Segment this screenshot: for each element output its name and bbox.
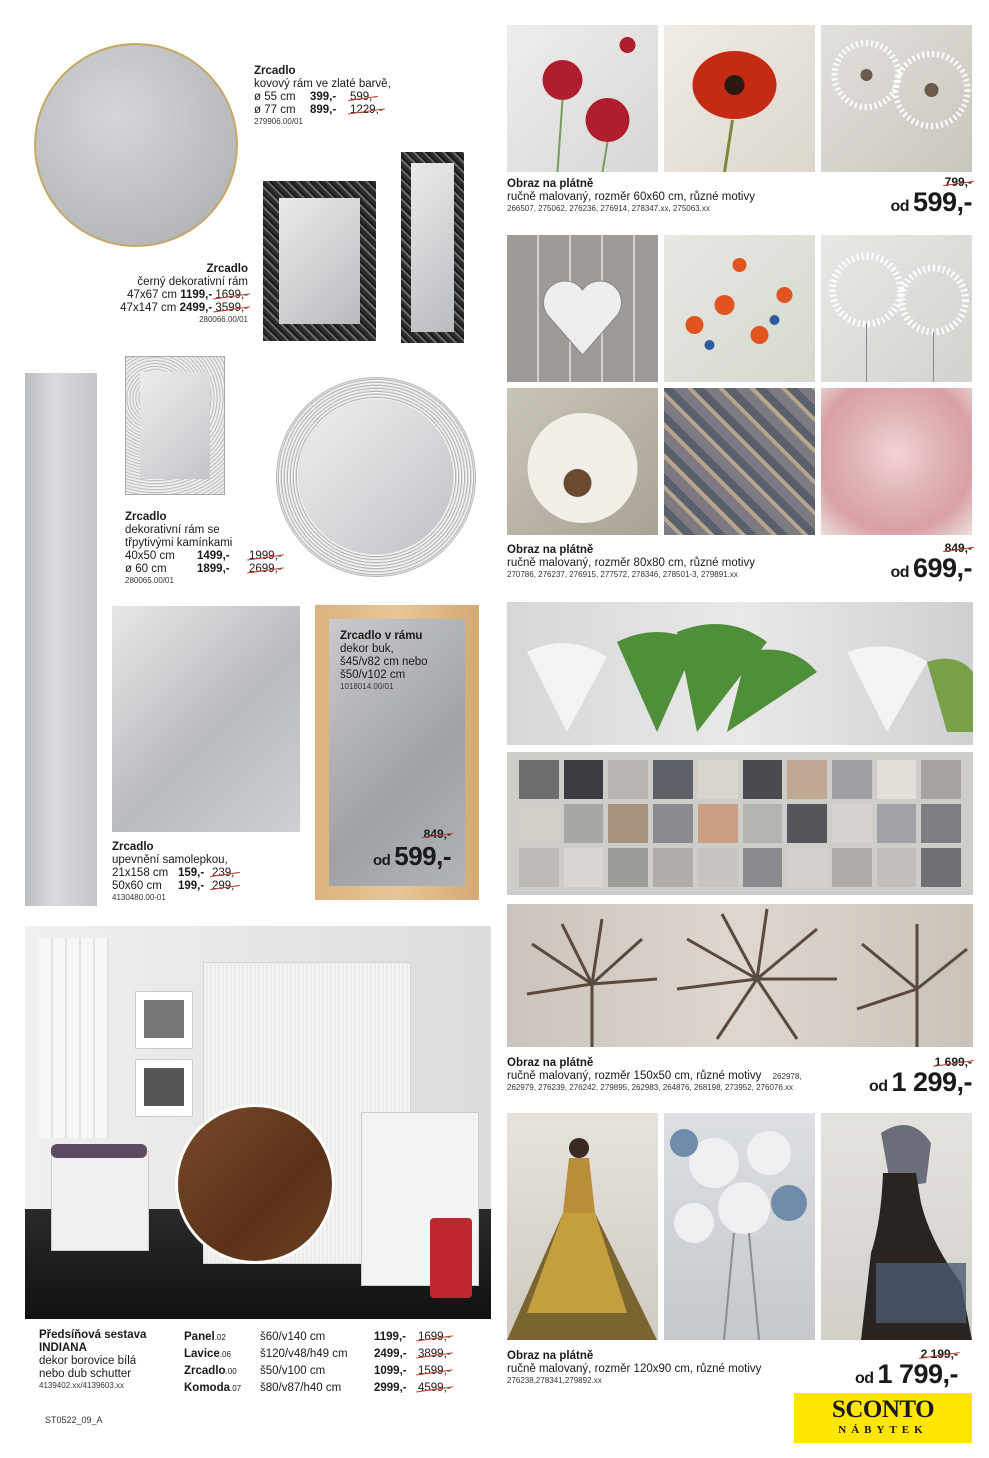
mirror1-size-1: ø 55 cm (254, 91, 296, 103)
logo-line1: SCONTO (831, 1396, 935, 1423)
paint3-codes1: 262978, (772, 1072, 802, 1081)
mirror5-text (340, 630, 460, 692)
indiana-text (39, 1329, 179, 1391)
indiana-item-name: Komoda (184, 1382, 230, 1394)
paint2-price: 699,- (912, 553, 972, 583)
painting-dandelions-silver (821, 235, 972, 382)
painting-red-poppy-orange (664, 25, 815, 172)
mirror3-size-2: ø 60 cm (125, 563, 167, 575)
indiana-item-num: .02 (214, 1333, 226, 1342)
indiana-item-old-price: 3899,- (418, 1346, 451, 1363)
mirror1-price-2: 899,- (310, 104, 337, 116)
indiana-item-dim: š80/v87/h40 cm (260, 1382, 342, 1394)
mirror5-old-price: 849,- (423, 827, 451, 841)
painting-dandelions-grey (821, 25, 972, 172)
sparkle-frame-mirror-rect (125, 356, 225, 495)
indiana-item-row (184, 1363, 474, 1380)
indiana-desc1: dekor borovice bílá (39, 1355, 137, 1367)
mirror3-price-2: 1899,- (197, 563, 230, 575)
mirror3-old-price-1: 1999,- (249, 550, 282, 562)
mirror3-desc1: dekorativní rám se (125, 524, 220, 536)
mirror2-desc: černý dekorativní rám (137, 276, 248, 288)
paint4-price: 1 799,- (877, 1359, 958, 1389)
paint2-od: od (890, 564, 909, 581)
indiana-item-name: Lavice (184, 1348, 220, 1360)
paint1-desc: ručně malovaný, rozměr 60x60 cm, různé motivy (507, 191, 755, 203)
indiana-item-num: .07 (230, 1384, 242, 1393)
painting-dry-palm-leaves (507, 904, 973, 1047)
mirror4-title: Zrcadlo (112, 841, 154, 853)
indiana-item-price: 1199,- (374, 1331, 406, 1343)
indiana-item-dim: š120/v48/h49 cm (260, 1348, 348, 1360)
painting-red-poppies-white (507, 25, 658, 172)
paint3-old-price: 1 699,- (934, 1055, 972, 1069)
paint2-codes: 270786, 276237, 276915, 277572, 278346, 278501-3, 279891.xx (507, 570, 738, 579)
mirror4-old-price-1: 239,- (212, 867, 239, 879)
paint3-text (507, 1057, 837, 1093)
painting-small-hearts (664, 388, 815, 535)
mirror4-text (112, 841, 282, 903)
indiana-item-name: Panel (184, 1331, 215, 1343)
painting-african-woman (821, 1113, 972, 1340)
mirror3-size-1: 40x50 cm (125, 550, 175, 562)
indiana-item-name: Zrcadlo (184, 1365, 226, 1377)
mirror2-code: 280066.00/01 (199, 315, 248, 324)
mirror1-old-price-1: 599,- (350, 91, 377, 103)
painting-white-poppy (507, 388, 658, 535)
paint4-title: Obraz na plátně (507, 1350, 594, 1362)
indiana-item-num: .00 (225, 1367, 237, 1376)
mirror4-price-2: 199,- (178, 880, 205, 892)
indiana-item-row (184, 1380, 474, 1397)
indiana-items-table (184, 1329, 474, 1397)
mirror4-code: 4130480.00-01 (112, 893, 166, 902)
indiana-item-row (184, 1329, 474, 1346)
paint3-price-block (830, 1056, 972, 1098)
mirror1-title: Zrcadlo (254, 65, 296, 77)
paint1-price-block (840, 176, 972, 218)
sconto-logo (794, 1393, 972, 1443)
paint1-codes: 266507, 275062, 276236, 276914, 278347.xx, 275063.xx (507, 204, 710, 213)
indiana-item-old-price: 1599,- (418, 1363, 451, 1380)
mirror5-price: 599,- (394, 841, 451, 871)
indiana-title1: Předsíňová sestava (39, 1329, 147, 1341)
mirror3-old-price-2: 2699,- (249, 563, 282, 575)
indiana-room-photo (25, 926, 491, 1319)
mirror3-price-1: 1499,- (197, 550, 230, 562)
indiana-item-dim: š60/v140 cm (260, 1331, 326, 1343)
paint4-od: od (854, 1370, 874, 1387)
paint4-price-block (820, 1348, 958, 1390)
paint3-od: od (868, 1078, 888, 1095)
mirror2-text (80, 263, 248, 325)
mirror1-price-1: 399,- (310, 91, 337, 103)
black-frame-mirror-large (263, 181, 376, 341)
indiana-title2: INDIANA (39, 1342, 87, 1354)
mirror2-old-price-1: 1699,- (215, 289, 248, 301)
footer-code: ST0522_09_A (45, 1415, 103, 1425)
mirror2-size-2: 47x147 cm (120, 302, 177, 314)
mirror5-price-block (335, 828, 451, 872)
paint3-price: 1 299,- (891, 1067, 972, 1097)
mirror3-desc2: třpytivými kamínkami (125, 537, 233, 549)
indiana-item-price: 1099,- (374, 1365, 407, 1377)
mirror1-size-2: ø 77 cm (254, 104, 296, 116)
mirror4-desc: upevnění samolepkou, (112, 854, 228, 866)
paint4-old-price: 2 199,- (920, 1347, 958, 1361)
mirror3-text (125, 511, 295, 586)
logo-line2: NÁBYTEK (838, 1424, 928, 1436)
indiana-item-num: .06 (219, 1350, 231, 1359)
paint2-text (507, 544, 837, 580)
tall-adhesive-mirror (25, 373, 97, 906)
indiana-item-row (184, 1346, 474, 1363)
indiana-item-old-price: 4599,- (418, 1380, 451, 1397)
mirror4-size-2: 50x60 cm (112, 880, 162, 892)
mirror4-price-1: 159,- (178, 867, 205, 879)
mirror2-title: Zrcadlo (206, 263, 248, 275)
painting-pink-dahlia (821, 388, 972, 535)
paint4-text (507, 1350, 837, 1386)
mirror4-old-price-2: 299,- (212, 880, 239, 892)
mirror3-code: 280065.00/01 (125, 576, 174, 585)
mirror1-text (254, 65, 424, 127)
mirror5-od: od (372, 852, 391, 869)
mirror2-price-1: 1199,- (180, 289, 213, 301)
mirror1-desc: kovový rám ve zlaté barvě, (254, 78, 391, 90)
mirror2-old-price-2: 3599,- (215, 302, 248, 314)
paint1-title: Obraz na plátně (507, 178, 594, 190)
mirror3-title: Zrcadlo (125, 511, 167, 523)
mirror5-desc1: dekor buk, (340, 643, 394, 655)
mirror5-desc3: š50/v102 cm (340, 669, 406, 681)
paint3-title: Obraz na plátně (507, 1057, 594, 1069)
paint2-desc: ručně malovaný, rozměr 80x80 cm, různé motivy (507, 557, 755, 569)
paint2-price-block (840, 542, 972, 584)
indiana-item-price: 2499,- (374, 1348, 407, 1360)
mirror5-title: Zrcadlo v rámu (340, 630, 423, 642)
paint1-text (507, 178, 827, 214)
painting-lady-gold-dress (507, 1113, 658, 1340)
painting-squares-mosaic (507, 752, 973, 895)
painting-ginkgo-leaves (507, 602, 973, 745)
mirror5-desc2: š45/v82 cm nebo (340, 656, 428, 668)
indiana-item-dim: š50/v100 cm (260, 1365, 326, 1377)
indiana-desc2: nebo dub schutter (39, 1368, 132, 1380)
paint4-desc: ručně malovaný, rozměr 120x90 cm, různé motivy (507, 1363, 762, 1375)
adhesive-mirror-square (112, 606, 300, 832)
paint4-codes: 276238,278341,279892.xx (507, 1376, 602, 1385)
indiana-item-old-price: 1699,- (418, 1329, 451, 1346)
round-gold-mirror-image (34, 43, 238, 247)
mirror1-old-price-2: 1229,- (350, 104, 383, 116)
paint3-codes2: 262979, 276239, 276242, 279895, 262983, 264876, 268198, 273952, 276076.xx (507, 1083, 794, 1092)
painting-blue-white-flowers (664, 1113, 815, 1340)
paint1-old-price: 799,- (944, 175, 972, 189)
paint1-od: od (890, 198, 909, 215)
mirror4-size-1: 21x158 cm (112, 867, 169, 879)
paint3-desc: ručně malovaný, rozměr 150x50 cm, různé motivy (507, 1070, 762, 1082)
mirror2-size-1: 47x67 cm (127, 289, 177, 301)
indiana-item-price: 2999,- (374, 1382, 407, 1394)
paint2-old-price: 849,- (944, 541, 972, 555)
paint2-title: Obraz na plátně (507, 544, 594, 556)
painting-hearts-grid (507, 235, 658, 382)
mirror2-price-2: 2499,- (179, 302, 213, 314)
mirror5-code: 1018014.00/01 (340, 682, 394, 691)
indiana-code: 4139402.xx/4139603.xx (39, 1381, 124, 1390)
mirror1-code: 279906.00/01 (254, 117, 303, 126)
sparkle-frame-mirror-round (276, 377, 476, 577)
black-frame-mirror-tall (401, 152, 464, 343)
painting-orange-flowers (664, 235, 815, 382)
paint1-price: 599,- (912, 187, 972, 217)
